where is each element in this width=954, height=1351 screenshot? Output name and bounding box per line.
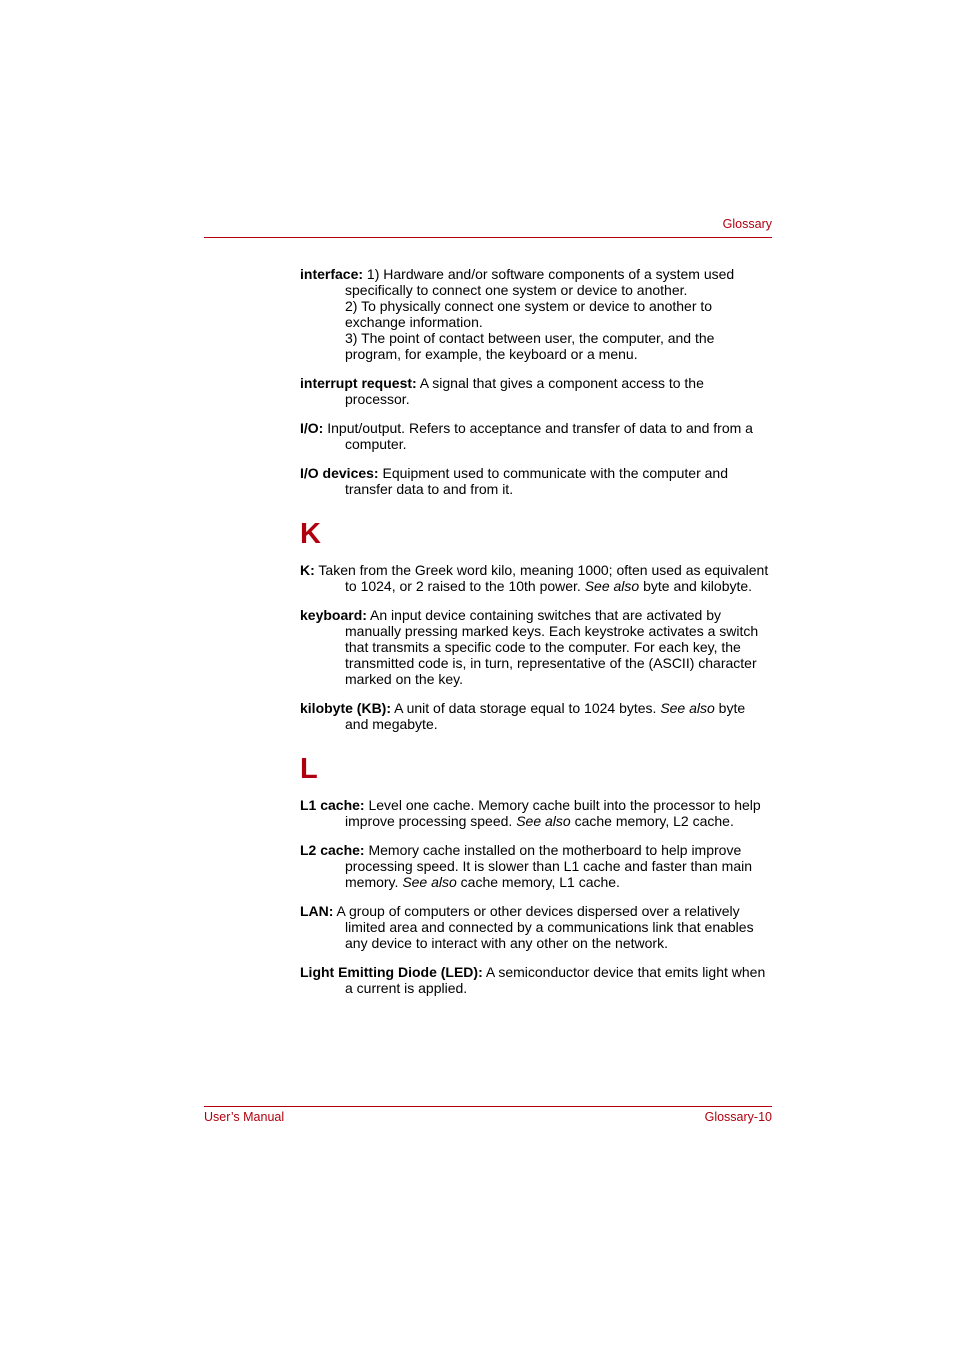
entry-definition-tail: cache memory, L2 cache. <box>570 813 734 829</box>
glossary-entry-keyboard <box>300 607 770 687</box>
entry-definition-line: 2) To physically connect one system or device to another to exchange information. <box>345 298 713 330</box>
entry-definition: 1) Hardware and/or software components of a system used specifically to connect one system or device to another. <box>345 266 735 298</box>
entry-definition-tail: byte and kilobyte. <box>639 578 753 594</box>
section-letter-l: L <box>300 753 318 785</box>
entry-definition-line: 3) The point of contact between user, the computer, and the program, for example, the keyboard or a menu. <box>345 330 715 362</box>
entry-definition: Input/output. Refers to acceptance and transfer of data to and from a computer. <box>323 420 753 452</box>
entry-term: I/O devices: <box>300 465 379 481</box>
entry-definition-tail: cache memory, L1 cache. <box>456 874 620 890</box>
see-also-label: See also <box>402 874 457 890</box>
header-section-title: Glossary <box>722 217 772 231</box>
glossary-entry-io-devices <box>300 465 770 497</box>
entry-term: Light Emitting Diode (LED): <box>300 964 483 980</box>
entry-definition: A unit of data storage equal to 1024 bytes. <box>391 700 661 716</box>
section-letter-k: K <box>300 518 321 550</box>
see-also-label: See also <box>660 700 715 716</box>
entry-term: L2 cache: <box>300 842 365 858</box>
glossary-entry-kilobyte <box>300 700 770 732</box>
footer-page-number: Glossary-10 <box>704 1110 772 1124</box>
entry-definition: Level one cache. Memory cache built into the processor to help improve processing speed. <box>345 797 761 829</box>
glossary-entry-interrupt-request <box>300 375 770 407</box>
entry-term: interface: <box>300 266 364 282</box>
glossary-entry-lan <box>300 903 770 951</box>
header-divider <box>204 237 772 238</box>
glossary-content <box>300 266 770 1009</box>
footer-manual-title: User’s Manual <box>204 1110 285 1124</box>
glossary-entry-k <box>300 562 770 594</box>
entry-term: LAN: <box>300 903 334 919</box>
entry-definition: Taken from the Greek word kilo, meaning 1000; often used as equivalent to 1024, or 2 raised to the 10th power. <box>314 562 769 594</box>
entry-term: interrupt request: <box>300 375 417 391</box>
entry-definition: Memory cache installed on the motherboard to help improve processing speed. It is slower than L1 cache and faster than main memory. <box>345 842 753 890</box>
entry-definition: A group of computers or other devices dispersed over a relatively limited area and connected by a communications link that enables any device to interact with any other on the network. <box>333 903 754 951</box>
glossary-entry-io <box>300 420 770 452</box>
entry-term: kilobyte (KB): <box>300 700 391 716</box>
see-also-label: See also <box>516 813 571 829</box>
glossary-entry-led <box>300 964 770 996</box>
glossary-entry-interface <box>300 266 770 362</box>
entry-term: K: <box>300 562 315 578</box>
entry-term: I/O: <box>300 420 324 436</box>
entry-definition: An input device containing switches that are activated by manually pressing marked keys. Each keystroke activates a switch that transmits a specific code to the computer. For each key, the transmitted code is, in turn, representative of the (ASCII) character marked on the key. <box>345 607 759 687</box>
entry-definition: A semiconductor device that emits light when a current is applied. <box>345 964 766 996</box>
entry-definition-tail: byte and megabyte. <box>345 700 746 732</box>
entry-term: keyboard: <box>300 607 367 623</box>
see-also-label: See also <box>584 578 640 594</box>
entry-term: L1 cache: <box>300 797 365 813</box>
footer-divider <box>204 1106 772 1107</box>
glossary-entry-l1-cache <box>300 797 770 829</box>
glossary-entry-l2-cache <box>300 842 770 890</box>
entry-definition: Equipment used to communicate with the computer and transfer data to and from it. <box>345 465 729 497</box>
entry-definition: A signal that gives a component access to the processor. <box>345 375 704 407</box>
